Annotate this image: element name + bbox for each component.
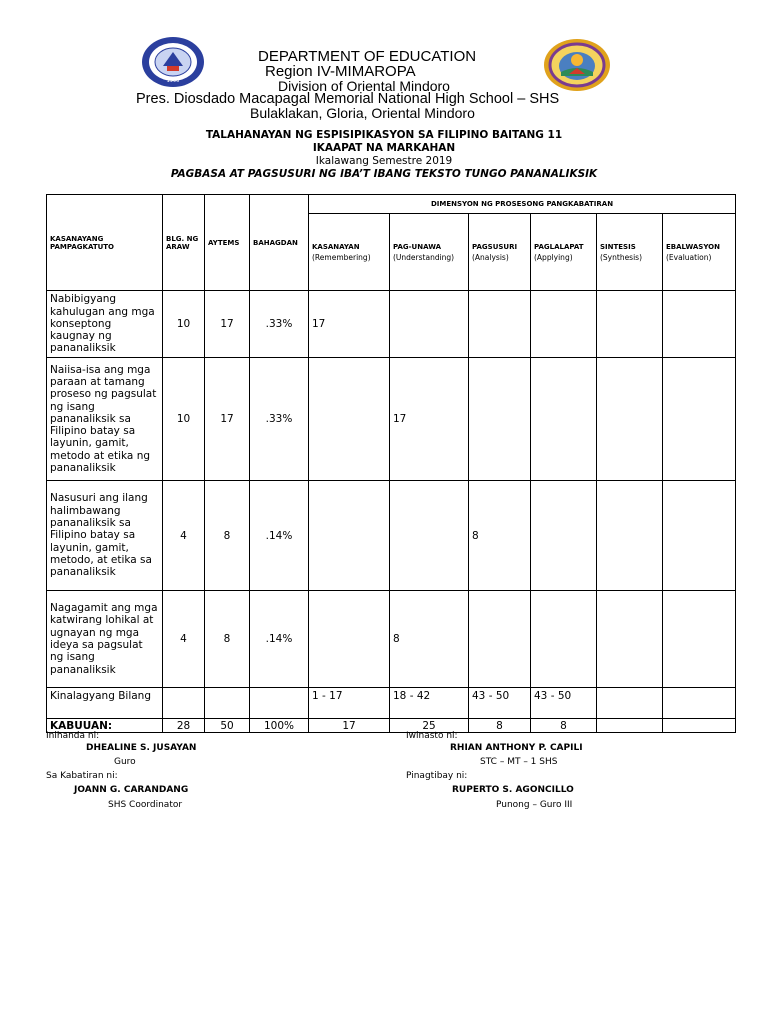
- checked-by-label: Iwinasto ni:: [406, 731, 458, 741]
- competency-cell: Nabibigyang kahulugan ang mga konseptong kaugnay ng pananaliksik: [47, 291, 163, 358]
- percent-cell: .14%: [250, 481, 309, 591]
- checked-by-title: STC – MT – 1 SHS: [480, 757, 558, 767]
- placement-evaluation: [663, 688, 736, 719]
- understanding-cell: [390, 481, 469, 591]
- total-evaluation: [663, 719, 736, 733]
- noted-by-name: JOANN G. CARANDANG: [74, 785, 189, 795]
- understanding-cell: [390, 291, 469, 358]
- placement-items-cell: [205, 688, 250, 719]
- approved-by-name: RUPERTO S. AGONCILLO: [452, 785, 574, 795]
- title-line-3: Ikalawang Semestre 2019: [315, 155, 453, 167]
- title-line-1: TALAHANAYAN NG ESPISIPIKASYON SA FILIPINO BAITANG 11: [205, 129, 563, 141]
- days-cell: 4: [163, 591, 205, 688]
- approved-by-label: Pinagtibay ni:: [406, 771, 468, 781]
- applying-cell: [531, 481, 597, 591]
- division-name: Division of Oriental Mindoro: [278, 78, 450, 94]
- analysis-cell: [469, 591, 531, 688]
- prepared-by-name: DHEALINE S. JUSAYAN: [86, 743, 197, 753]
- synthesis-cell: [597, 291, 663, 358]
- total-synthesis: [597, 719, 663, 733]
- table-row: [47, 358, 736, 481]
- placement-row: [47, 688, 736, 719]
- total-days: 28: [163, 719, 205, 733]
- synthesis-cell: [597, 358, 663, 481]
- header-percent: BAHAGDAN: [250, 195, 309, 291]
- synthesis-cell: [597, 481, 663, 591]
- competency-cell: Nasusuri ang ilang halimbawang pananaliksik sa Filipino batay sa layunin, gamit, metodo, at etika sa pananaliksik: [47, 481, 163, 591]
- remembering-cell: [309, 358, 390, 481]
- noted-by-label: Sa Kabatiran ni:: [46, 771, 118, 781]
- total-understanding: 25: [390, 719, 469, 733]
- total-remembering: 17: [309, 719, 390, 733]
- approved-by-title: Punong – Guro III: [496, 800, 573, 810]
- items-cell: 17: [205, 358, 250, 481]
- school-address: Bulaklakan, Gloria, Oriental Mindoro: [250, 105, 475, 121]
- evaluation-cell: [663, 481, 736, 591]
- total-applying: 8: [531, 719, 597, 733]
- analysis-cell: [469, 358, 531, 481]
- understanding-cell: 8: [390, 591, 469, 688]
- placement-label: Kinalagyang Bilang: [47, 688, 163, 719]
- placement-analysis: 43 - 50: [469, 688, 531, 719]
- table-row: [47, 481, 736, 591]
- total-row: [47, 719, 736, 733]
- percent-cell: .33%: [250, 291, 309, 358]
- table-of-specification: [46, 194, 736, 733]
- days-cell: 4: [163, 481, 205, 591]
- total-analysis: 8: [469, 719, 531, 733]
- evaluation-cell: [663, 591, 736, 688]
- total-percent: 100%: [250, 719, 309, 733]
- letterhead: [0, 0, 768, 125]
- placement-synthesis: [597, 688, 663, 719]
- prepared-by-label: Inihanda ni:: [46, 731, 100, 741]
- table-row: [47, 291, 736, 358]
- seal-year: 1996: [166, 78, 180, 84]
- total-label: KABUUAN:: [47, 719, 163, 733]
- understanding-cell: 17: [390, 358, 469, 481]
- prepared-by-title: Guro: [114, 757, 136, 767]
- noted-by-title: SHS Coordinator: [108, 800, 183, 810]
- title-line-4: PAGBASA AT PAGSUSURI NG IBA’T IBANG TEKSTO TUNGO PANANALIKSIK: [170, 168, 598, 180]
- document-titles: [0, 129, 768, 181]
- header-understanding: PAG-UNAWA (Understanding): [390, 214, 469, 291]
- items-cell: 17: [205, 291, 250, 358]
- header-remembering: KASANAYAN (Remembering): [309, 214, 390, 291]
- school-name: Pres. Diosdado Macapagal Memorial National High School – SHS: [136, 91, 560, 107]
- placement-days-cell: [163, 688, 205, 719]
- title-line-2: IKAAPAT NA MARKAHAN: [312, 142, 456, 154]
- region-name: Region IV-MIMAROPA: [265, 63, 416, 80]
- remembering-cell: [309, 591, 390, 688]
- synthesis-cell: [597, 591, 663, 688]
- placement-applying: 43 - 50: [531, 688, 597, 719]
- analysis-cell: 8: [469, 481, 531, 591]
- applying-cell: [531, 591, 597, 688]
- header-synthesis: SINTESIS (Synthesis): [597, 214, 663, 291]
- days-cell: 10: [163, 291, 205, 358]
- header-analysis: PAGSUSURI (Analysis): [469, 214, 531, 291]
- analysis-cell: [469, 291, 531, 358]
- checked-by-name: RHIAN ANTHONY P. CAPILI: [450, 743, 583, 753]
- header-days: BLG. NG ARAW: [163, 195, 205, 291]
- percent-cell: .14%: [250, 591, 309, 688]
- days-cell: 10: [163, 358, 205, 481]
- evaluation-cell: [663, 358, 736, 481]
- percent-cell: .33%: [250, 358, 309, 481]
- header-competency: KASANAYANG PAMPAGKATUTO: [47, 195, 163, 291]
- division-seal-logo: [543, 38, 611, 92]
- items-cell: 8: [205, 591, 250, 688]
- competency-cell: Nagagamit ang mga katwirang lohikal at ugnayan ng mga ideya sa pagsulat ng isang pananaliksik: [47, 591, 163, 688]
- school-seal-logo: [141, 36, 205, 88]
- total-items: 50: [205, 719, 250, 733]
- header-row-1: [47, 195, 736, 214]
- applying-cell: [531, 291, 597, 358]
- competency-cell: Naiisa-isa ang mga paraan at tamang proseso ng pagsulat ng isang pananaliksik sa Filipino batay sa layunin, gamit, metodo at etika ng pananaliksik: [47, 358, 163, 481]
- remembering-cell: [309, 481, 390, 591]
- header-items: AYTEMS: [205, 195, 250, 291]
- remembering-cell: 17: [309, 291, 390, 358]
- placement-understanding: 18 - 42: [390, 688, 469, 719]
- header-applying: PAGLALAPAT (Applying): [531, 214, 597, 291]
- items-cell: 8: [205, 481, 250, 591]
- placement-percent-cell: [250, 688, 309, 719]
- evaluation-cell: [663, 291, 736, 358]
- table-row: [47, 591, 736, 688]
- header-evaluation: EBALWASYON (Evaluation): [663, 214, 736, 291]
- department-name: DEPARTMENT OF EDUCATION: [258, 48, 477, 65]
- placement-remembering: 1 - 17: [309, 688, 390, 719]
- applying-cell: [531, 358, 597, 481]
- header-dimension: DIMENSYON NG PROSESONG PANGKABATIRAN: [309, 195, 736, 214]
